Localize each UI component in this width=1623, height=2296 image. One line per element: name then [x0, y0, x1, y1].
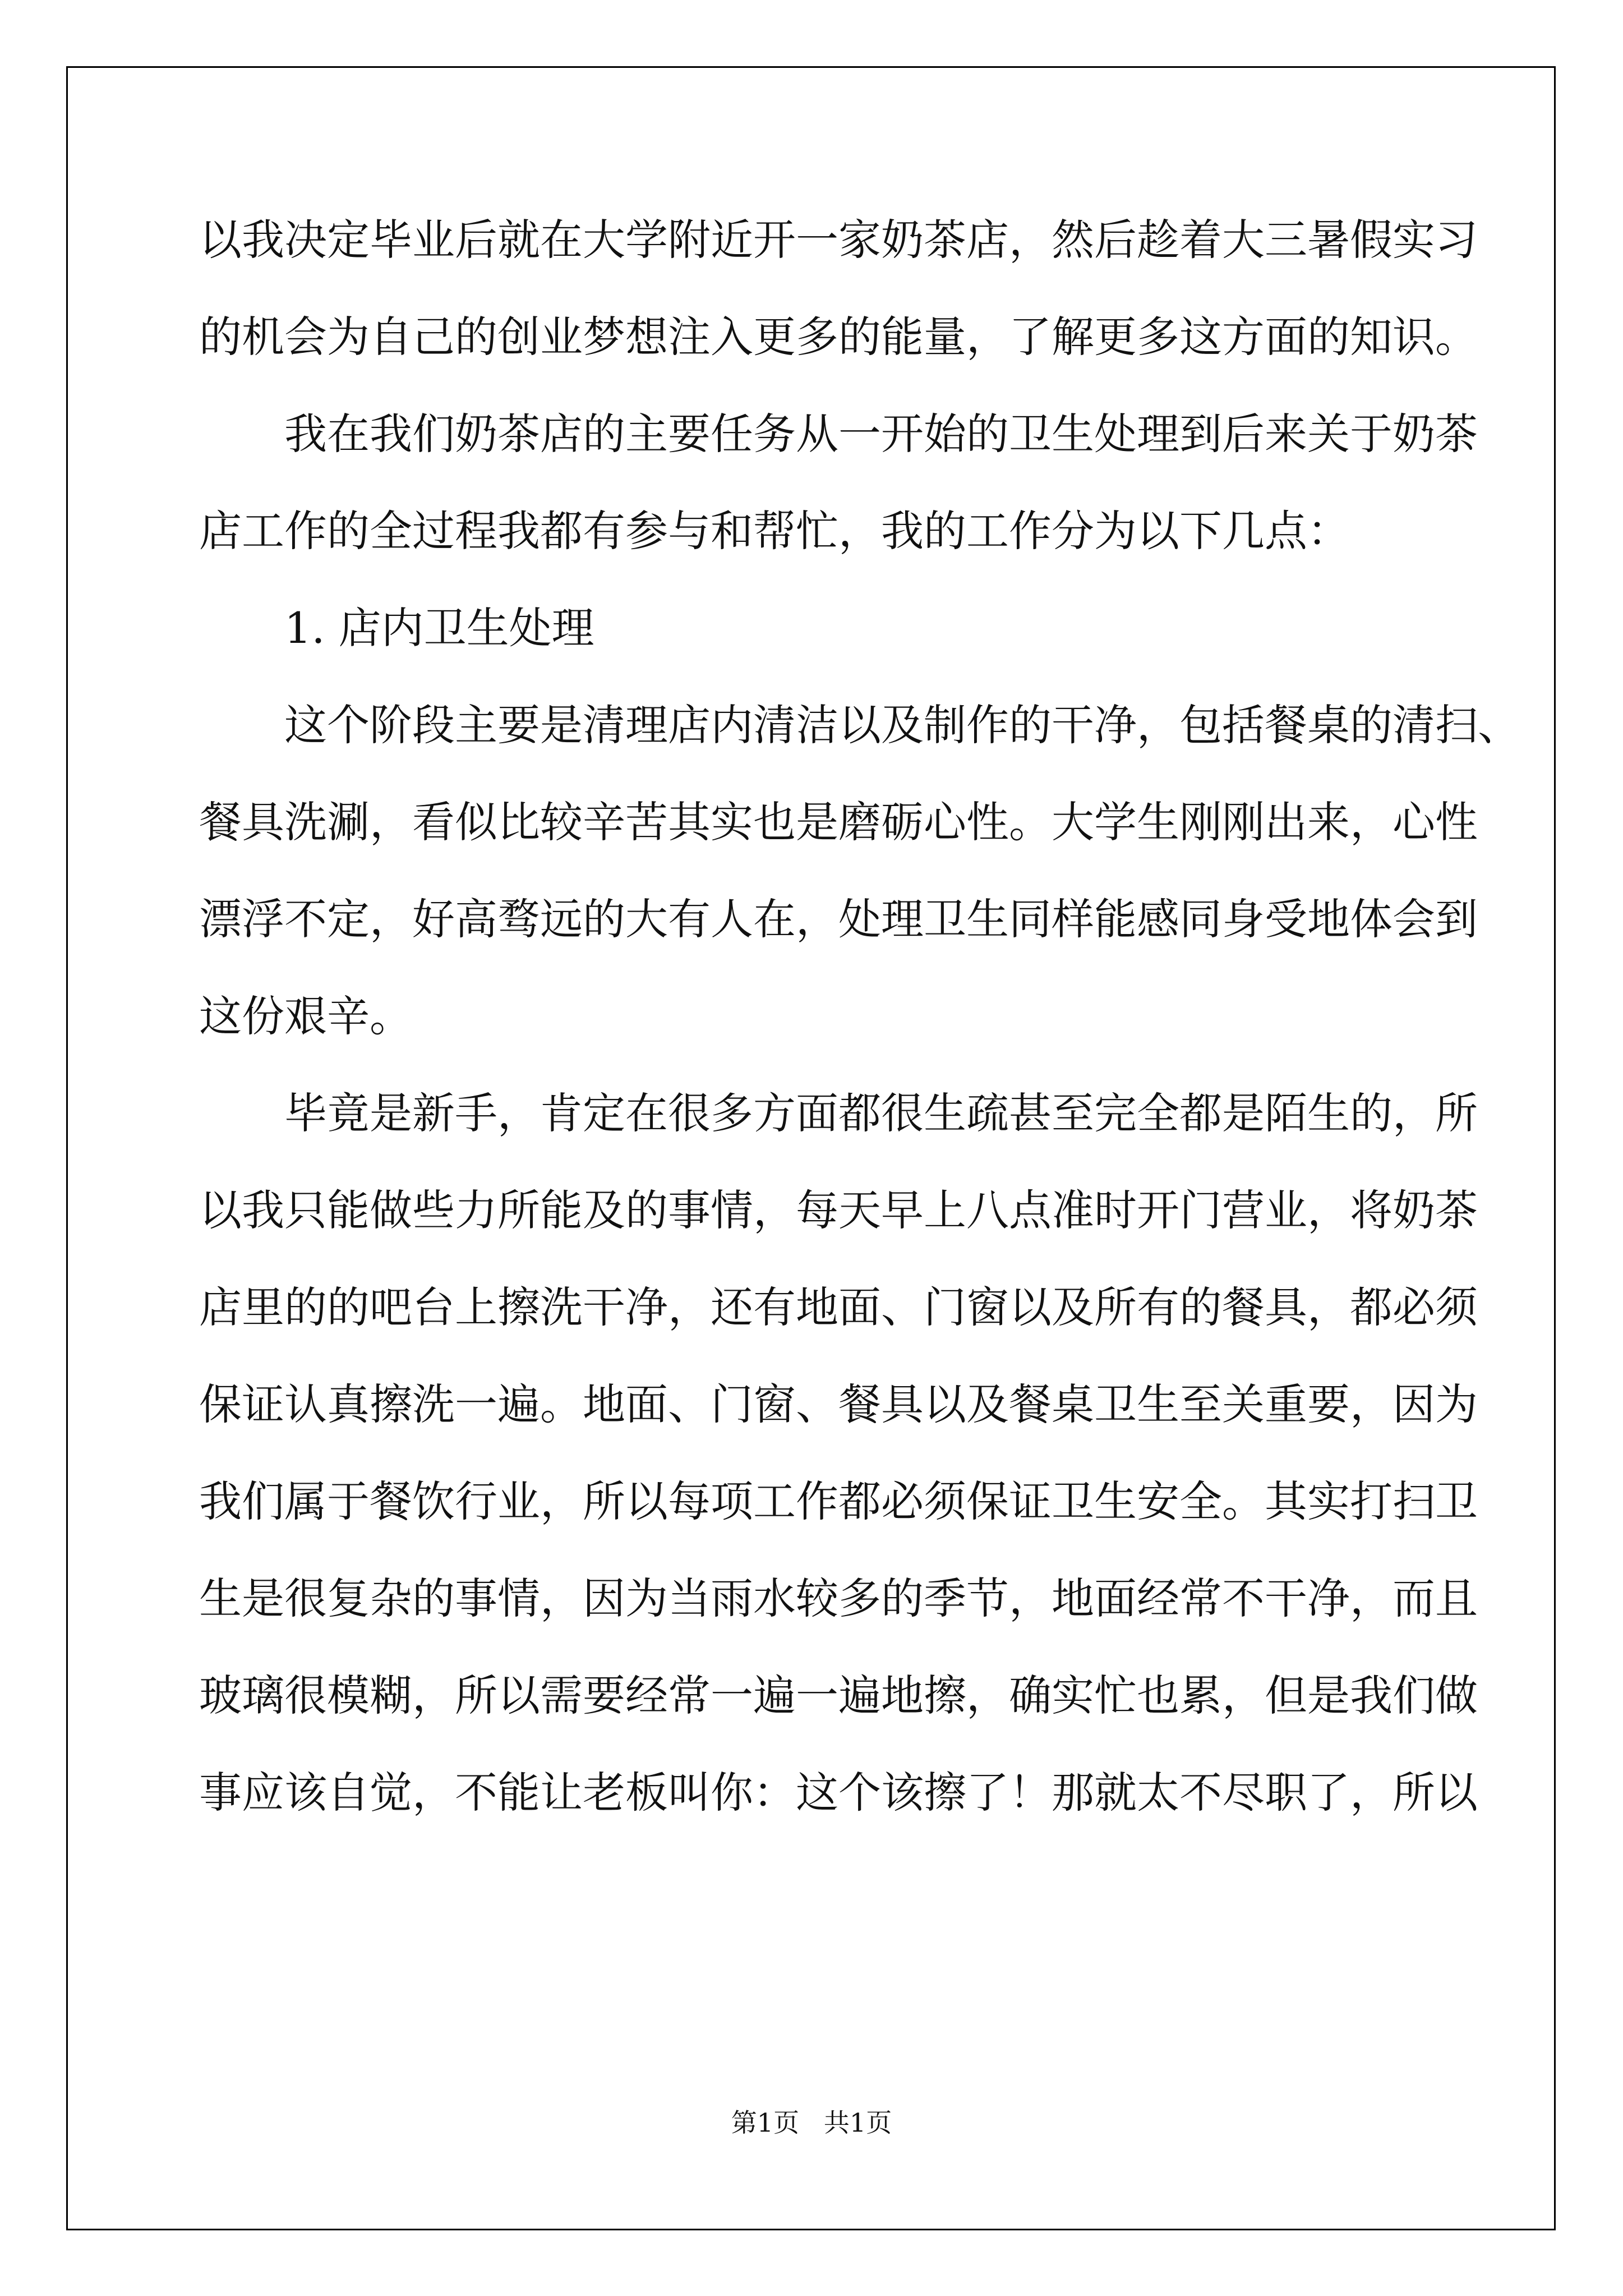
text-line: 保证认真擦洗一遍。地面、门窗、餐具以及餐桌卫生至关重要，因为: [199, 1379, 1478, 1429]
text-line: 店工作的全过程我都有参与和帮忙，我的工作分为以下几点：: [199, 506, 1350, 556]
document-body: [199, 213, 1520, 1863]
page-number-footer: 第1页 共1页: [731, 2108, 892, 2138]
text-line: 生是很复杂的事情，因为当雨水较多的季节，地面经常不干净，而且: [199, 1573, 1478, 1623]
text-line: 这个阶段主要是清理店内清洁以及制作的干净，包括餐桌的清扫、: [284, 700, 1520, 750]
text-line: 店里的的吧台上擦洗干净，还有地面、门窗以及所有的餐具，都必须: [199, 1282, 1478, 1332]
text-line: 以我只能做些力所能及的事情，每天早上八点准时开门营业，将奶茶: [199, 1185, 1478, 1235]
text-line: 毕竟是新手，肯定在很多方面都很生疏甚至完全都是陌生的，所: [284, 1088, 1478, 1138]
text-line: 漂浮不定，好高骛远的大有人在，处理卫生同样能感同身受地体会到: [199, 894, 1478, 944]
text-line: 我在我们奶茶店的主要任务从一开始的卫生处理到后来关于奶茶: [284, 409, 1478, 459]
text-line: 我们属于餐饮行业，所以每项工作都必须保证卫生安全。其实打扫卫: [199, 1476, 1478, 1526]
text-line: 玻璃很模糊，所以需要经常一遍一遍地擦，确实忙也累，但是我们做: [199, 1671, 1478, 1720]
text-line: 这份艰辛。: [199, 991, 412, 1041]
list-item-heading: 1. 店内卫生处理: [284, 603, 594, 653]
text-line: 事应该自觉，不能让老板叫你：这个该擦了！那就太不尽职了，所以: [199, 1768, 1478, 1818]
text-line: 的机会为自己的创业梦想注入更多的能量，了解更多这方面的知识。: [199, 312, 1478, 362]
text-line: 以我决定毕业后就在大学附近开一家奶茶店，然后趁着大三暑假实习: [199, 215, 1478, 265]
text-line: 餐具洗涮，看似比较辛苦其实也是磨砺心性。大学生刚刚出来，心性: [199, 797, 1478, 847]
